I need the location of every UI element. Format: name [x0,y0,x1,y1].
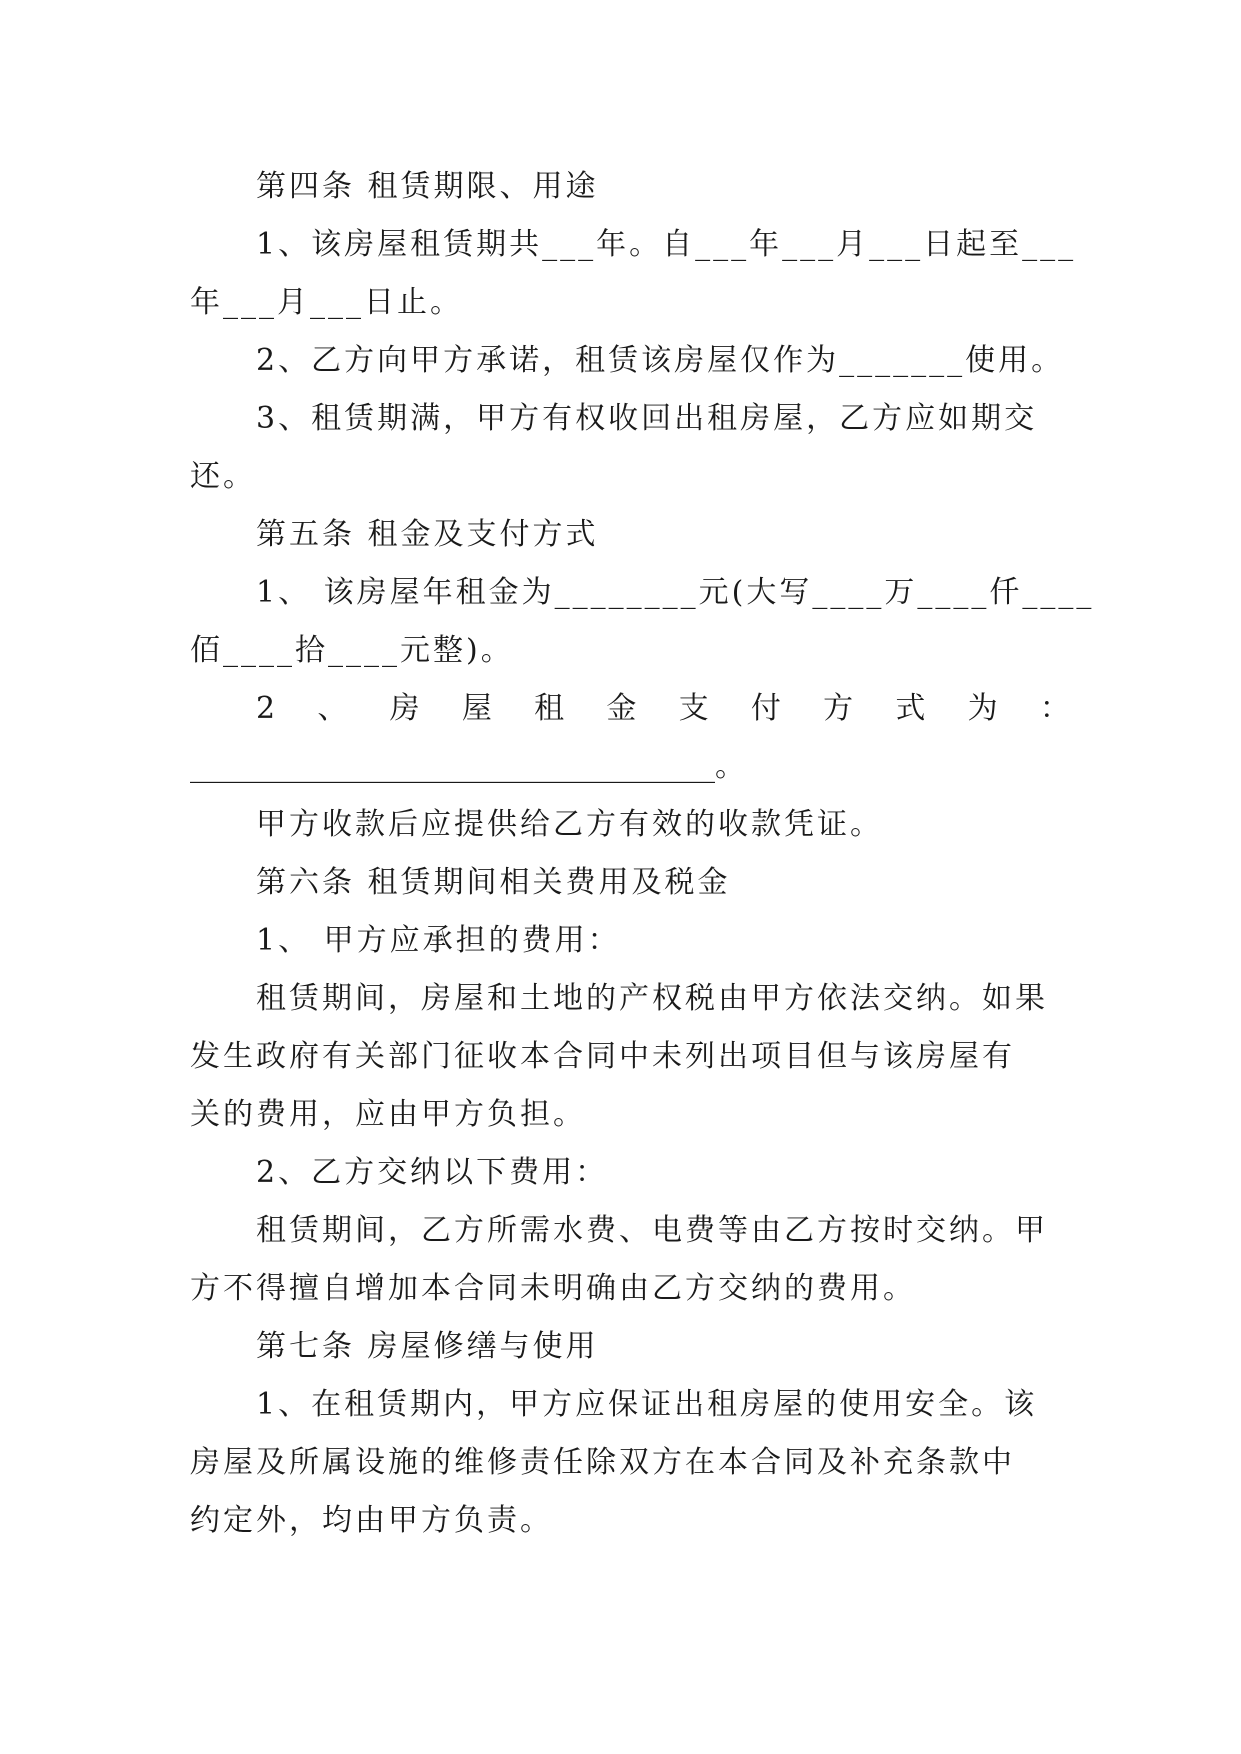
spaced-char: 付 [750,691,781,726]
paragraph-line: 1、在租赁期内，甲方应保证出租房屋的使用安全。该 [256,1387,1038,1422]
paragraph-line: ___________________________________。 [190,749,745,784]
paragraph-line: 租赁期间，乙方所需水费、电费等由乙方按时交纳。甲 [256,1213,1048,1248]
spaced-char: 2 [256,691,276,726]
paragraph-line: 佰____拾____元整)。 [190,633,514,668]
paragraph-line: 2、乙方向甲方承诺，租赁该房屋仅作为_______使用。 [256,343,1065,378]
spaced-char: 房 [389,691,420,726]
paragraph-line: 1、 该房屋年租金为________元(大写____万____仟____ [256,575,1095,610]
paragraph-line: 甲方收款后应提供给乙方有效的收款凭证。 [256,807,883,842]
paragraph-line: 租赁期间，房屋和土地的产权税由甲方依法交纳。如果 [256,981,1048,1016]
spaced-char: 式 [895,691,926,726]
spaced-char: ： [1039,691,1070,726]
article-6-heading: 第六条 租赁期间相关费用及税金 [256,865,731,900]
paragraph-line: 1、 甲方应承担的费用： [256,923,621,958]
article-4-heading: 第四条 租赁期限、用途 [256,169,599,204]
spaced-char: 方 [823,691,854,726]
article-7-heading: 第七条 房屋修缮与使用 [256,1329,599,1364]
payment-method-line [256,689,1070,729]
article-5-heading: 第五条 租金及支付方式 [256,517,599,552]
paragraph-line: 3、租赁期满，甲方有权收回出租房屋，乙方应如期交 [256,401,1038,436]
paragraph-line: 1、该房屋租赁期共___年。自___年___月___日起至___ [256,227,1077,262]
spaced-char: 屋 [461,691,492,726]
spaced-char: 租 [534,691,565,726]
paragraph-line: 房屋及所属设施的维修责任除双方在本合同及补充条款中 [190,1445,1015,1480]
paragraph-line: 关的费用，应由甲方负担。 [190,1097,586,1132]
paragraph-line: 年___月___日止。 [190,285,463,320]
paragraph-line: 还。 [190,459,256,494]
paragraph-line: 发生政府有关部门征收本合同中未列出项目但与该房屋有 [190,1039,1015,1074]
spaced-char: 为 [967,691,998,726]
paragraph-line: 2、乙方交纳以下费用： [256,1155,609,1190]
paragraph-line: 方不得擅自增加本合同未明确由乙方交纳的费用。 [190,1271,916,1306]
spaced-char: 支 [678,691,709,726]
paragraph-line: 约定外，均由甲方负责。 [190,1503,553,1538]
spaced-char: 、 [317,691,348,726]
spaced-char: 金 [606,691,637,726]
